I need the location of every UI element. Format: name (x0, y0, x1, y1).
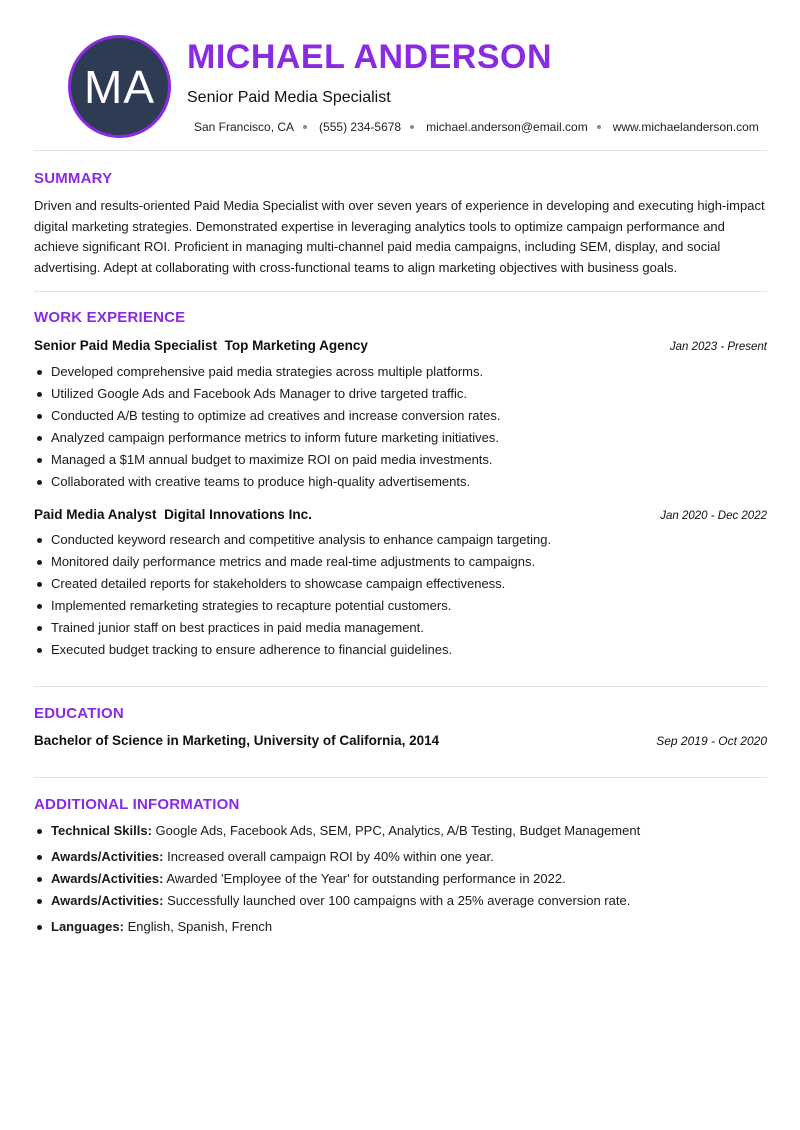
list-item: Created detailed reports for stakeholders to showcase campaign effectiveness. (34, 573, 767, 595)
experience-heading: WORK EXPERIENCE (34, 309, 186, 326)
avatar-initials: MA (84, 60, 155, 113)
list-item: Trained junior staff on best practices in paid media management. (34, 617, 767, 639)
additional-list (34, 820, 767, 938)
job-date: Jan 2023 - Present (669, 341, 767, 353)
separator-dot-icon (303, 125, 307, 129)
divider (34, 150, 767, 151)
avatar (68, 35, 171, 138)
contact-line (194, 120, 759, 134)
candidate-title: Senior Paid Media Specialist (187, 89, 391, 106)
list-item: Implemented remarketing strategies to recapture potential customers. (34, 595, 767, 617)
list-item: Analyzed campaign performance metrics to inform future marketing initiatives. (34, 427, 767, 449)
education-degree: Bachelor of Science in Marketing, University of California, 2014 (34, 733, 440, 748)
list-item: Executed budget tracking to ensure adherence to financial guidelines. (34, 639, 767, 661)
item-label: Languages: (51, 919, 124, 934)
list-item (34, 868, 767, 890)
item-label: Awards/Activities: (51, 849, 164, 864)
job-title-line (34, 338, 368, 353)
item-text: Successfully launched over 100 campaigns with a 25% average conversion rate. (167, 893, 631, 908)
education-heading: EDUCATION (34, 705, 124, 722)
job-date: Jan 2020 - Dec 2022 (660, 510, 767, 522)
job-role: Senior Paid Media Specialist (34, 338, 218, 353)
resume-header (34, 0, 767, 150)
summary-text: Driven and results-oriented Paid Media Specialist with over seven years of experience in developing and executing high-impact digital marketing strategies. Demonstrated expertise in leveraging analytics tools to optimize campaign performance and achieve significant ROI. Proficient in managing multi-channel paid media campaigns, including SEM, display, and social advertising. Adept at collaborating with cross-functional teams to align marketing objectives with business goals. (34, 198, 765, 275)
divider (34, 777, 767, 778)
job-bullets (34, 529, 767, 661)
list-item: Conducted keyword research and competitive analysis to enhance campaign targeting. (34, 529, 767, 551)
list-item (34, 846, 767, 868)
job-company: Top Marketing Agency (224, 338, 368, 353)
list-item (34, 916, 767, 938)
list-item: Developed comprehensive paid media strategies across multiple platforms. (34, 361, 767, 383)
list-item: Monitored daily performance metrics and made real-time adjustments to campaigns. (34, 551, 767, 573)
separator-dot-icon (597, 125, 601, 129)
list-item (34, 890, 767, 912)
job-company: Digital Innovations Inc. (164, 507, 312, 522)
item-text: Google Ads, Facebook Ads, SEM, PPC, Analytics, A/B Testing, Budget Management (155, 823, 641, 838)
item-text: Increased overall campaign ROI by 40% within one year. (167, 849, 494, 864)
additional-heading: ADDITIONAL INFORMATION (34, 796, 240, 813)
education-entry (34, 733, 767, 748)
summary-heading: SUMMARY (34, 170, 113, 187)
separator-dot-icon (410, 125, 414, 129)
job-title-line (34, 507, 312, 522)
job-role: Paid Media Analyst (34, 507, 157, 522)
item-label: Technical Skills: (51, 823, 152, 838)
divider (34, 291, 767, 292)
list-item: Collaborated with creative teams to produce high-quality advertisements. (34, 471, 767, 493)
item-label: Awards/Activities: (51, 871, 164, 886)
job-header (34, 507, 767, 522)
list-item: Conducted A/B testing to optimize ad creatives and increase conversion rates. (34, 405, 767, 427)
contact-email[interactable]: michael.anderson@email.com (426, 120, 588, 134)
list-item: Managed a $1M annual budget to maximize ROI on paid media investments. (34, 449, 767, 471)
divider (34, 686, 767, 687)
list-item: Utilized Google Ads and Facebook Ads Manager to drive targeted traffic. (34, 383, 767, 405)
contact-website[interactable]: www.michaelanderson.com (612, 120, 759, 134)
item-text: Awarded 'Employee of the Year' for outstanding performance in 2022. (166, 871, 566, 886)
job-bullets (34, 361, 767, 493)
contact-phone: (555) 234-5678 (319, 120, 402, 134)
job-header (34, 338, 767, 353)
list-item (34, 820, 767, 842)
contact-location: San Francisco, CA (194, 120, 295, 134)
education-date: Sep 2019 - Oct 2020 (656, 734, 767, 748)
item-label: Awards/Activities: (51, 893, 164, 908)
candidate-name: MICHAEL ANDERSON (187, 38, 553, 76)
item-text: English, Spanish, French (127, 919, 273, 934)
